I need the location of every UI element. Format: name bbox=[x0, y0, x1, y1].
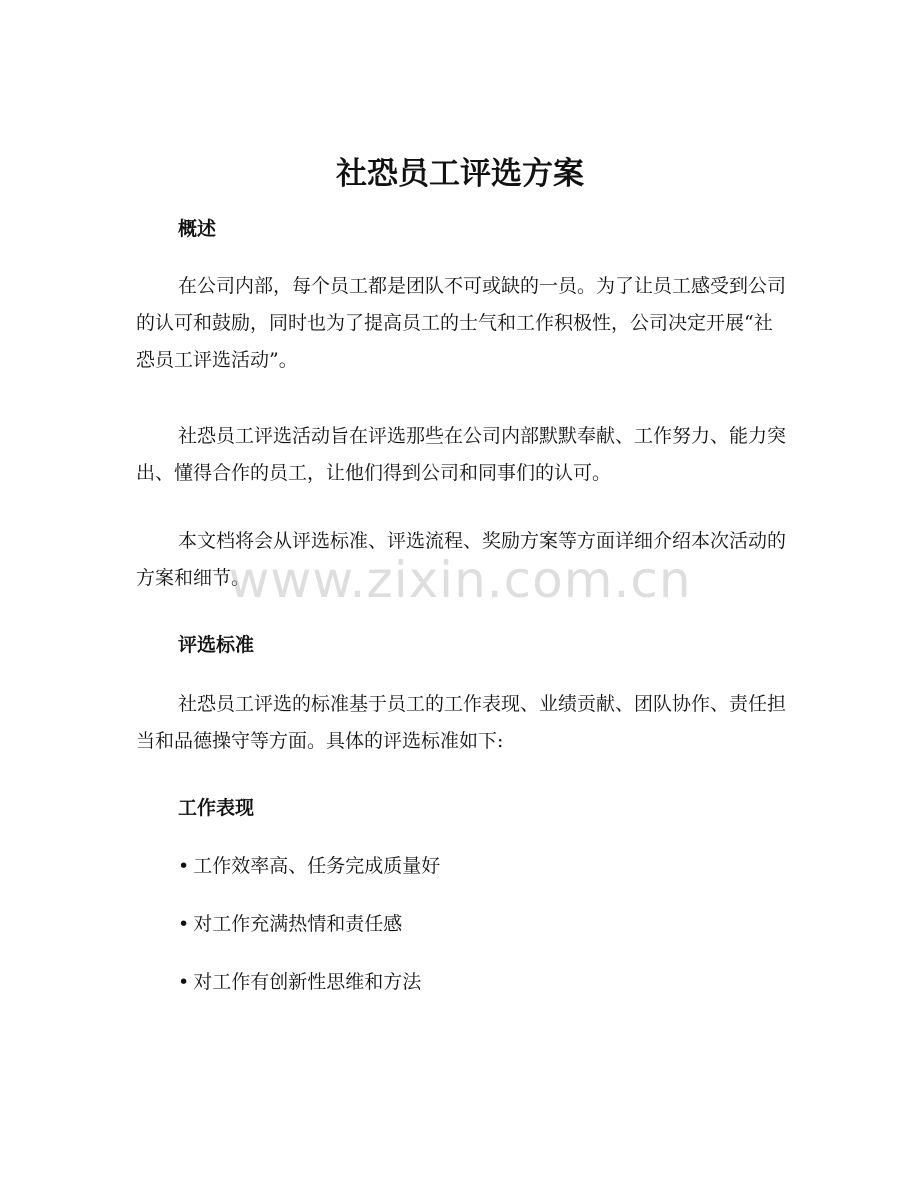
section-heading-overview: 概述 bbox=[178, 218, 217, 240]
section-heading-work-performance: 工作表现 bbox=[178, 797, 255, 819]
list-item-text: 工作效率高、任务完成质量好 bbox=[193, 855, 441, 877]
list-item bbox=[178, 968, 421, 996]
bullet-icon: • bbox=[178, 971, 190, 993]
list-item bbox=[178, 910, 402, 938]
overview-paragraph-1: 在公司内部，每个员工都是团队不可或缺的一员。为了让员工感受到公司的认可和鼓励，同时也为了提高员工的士气和工作积极性，公司决定开展“社恐员工评选活动”。 bbox=[136, 275, 787, 371]
bullet-icon: • bbox=[178, 855, 190, 877]
bullet-icon: • bbox=[178, 913, 190, 935]
list-item-text: 对工作充满热情和责任感 bbox=[193, 913, 403, 935]
overview-paragraph-2: 社恐员工评选活动旨在评选那些在公司内部默默奉献、工作努力、能力突出、懂得合作的员工，让他们得到公司和同事们的认可。 bbox=[136, 425, 787, 484]
overview-paragraph-3: 本文档将会从评选标准、评选流程、奖励方案等方面详细介绍本次活动的方案和细节。 bbox=[136, 530, 787, 589]
list-item bbox=[178, 852, 440, 880]
section-heading-criteria: 评选标准 bbox=[178, 634, 255, 656]
page-title: 社恐员工评选方案 bbox=[336, 156, 584, 192]
watermark: www.zixin.com.cn bbox=[228, 551, 692, 609]
criteria-paragraph: 社恐员工评选的标准基于员工的工作表现、业绩贡献、团队协作、责任担当和品德操守等方面。具体的评选标准如下: bbox=[136, 693, 787, 752]
list-item-text: 对工作有创新性思维和方法 bbox=[193, 971, 422, 993]
